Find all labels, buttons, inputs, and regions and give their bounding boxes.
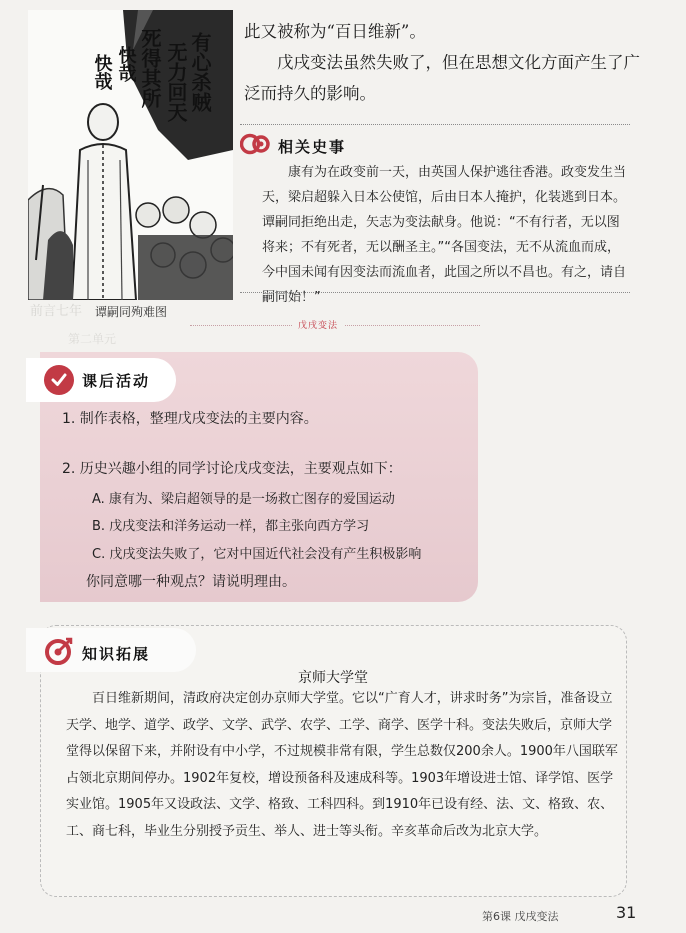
bleed-through-text-1: 前言七年	[30, 304, 83, 319]
illustration-caption: 谭嗣同殉难图	[95, 305, 168, 319]
bleed-through-text-2: 第二单元	[68, 332, 117, 346]
activity-header	[44, 365, 150, 395]
related-history-icon	[240, 130, 270, 162]
knowledge-paragraph: 百日维新期间，清政府决定创办京师大学堂。它以“广育人才，讲求时务”为宗旨，准备设立天学、地学、道学、政学、文学、武学、农学、工学、商学、医学十科。变法失败后，京师大学堂得以保留下来，并附设有中小学，不过规模非常有限，学生总数仅200余人。1900年八国联军占领北京期间停办。1902年复校，增设预备科及速成科等。1903年增设进士馆、译学馆、医学实业馆。1905年又设政法、文学、格致、工科四科。到1910年已设有经、法、文、格致、农、工、商七科，毕业生分别授予贡生、举人、进士等头衔。辛亥革命后改为北京大学。	[66, 691, 618, 839]
knowledge-target-icon	[44, 636, 74, 670]
activity-option-b: B. 戊戌变法和洋务运动一样，都主张向西方学习	[92, 519, 370, 534]
footer-lesson-label: 第6课 戊戌变法	[482, 910, 559, 923]
intro-line-2: 戊戌变法虽然失败了，但在思想文化方面产生了广泛而持久的影响。	[244, 53, 640, 103]
activity-prompt: 你同意哪一种观点？请说明理由。	[86, 574, 296, 590]
activity-check-icon	[44, 365, 74, 395]
activity-question-1: 1. 制作表格，整理戊戌变法的主要内容。	[62, 411, 318, 427]
activity-title: 课后活动	[82, 371, 151, 390]
knowledge-subtitle: 京师大学堂	[298, 670, 368, 686]
related-history-title: 相关史事	[278, 137, 347, 156]
knowledge-title: 知识拓展	[82, 644, 151, 663]
illustration-tan-sitong	[28, 10, 233, 300]
activity-option-a: A. 康有为、梁启超领导的是一场救亡图存的爱国运动	[92, 492, 395, 507]
calligraphy-col-2: 无力回天	[164, 42, 188, 122]
related-top-divider	[240, 124, 630, 125]
illustration-drawing	[28, 10, 233, 300]
knowledge-body	[66, 686, 618, 845]
calligraphy-col-4: 快哉	[115, 46, 137, 82]
related-bottom-divider	[240, 292, 630, 293]
lesson-divider-label: 戊戌变法	[292, 318, 344, 331]
related-header	[240, 130, 346, 162]
intro-line-1: 此又被称为“百日维新”。	[244, 22, 426, 41]
activity-question-2: 2. 历史兴趣小组的同学讨论戊戌变法，主要观点如下：	[62, 461, 402, 477]
calligraphy-col-5: 快哉	[91, 54, 113, 90]
calligraphy-col-3: 死得其所	[138, 28, 162, 108]
knowledge-header	[44, 636, 150, 670]
related-history-paragraph: 康有为在政变前一天，由英国人保护逃往香港。政变发生当天，梁启超躲入日本公使馆，后由日本人掩护，化装逃到日本。谭嗣同拒绝出走，矢志为变法献身。他说：“不有行者，无以图将来；不有死者，无以酬圣主。”“各国变法，无不从流血而成，今中国未闻有因变法而流血者，此国之所以不昌也。有之，请自嗣同始！”	[262, 165, 627, 305]
calligraphy-col-1: 有心杀贼	[188, 32, 212, 112]
page-number: 31	[616, 903, 637, 922]
related-history-body	[262, 160, 630, 310]
activity-option-c: C. 戊戌变法失败了，它对中国近代社会没有产生积极影响	[92, 547, 422, 562]
